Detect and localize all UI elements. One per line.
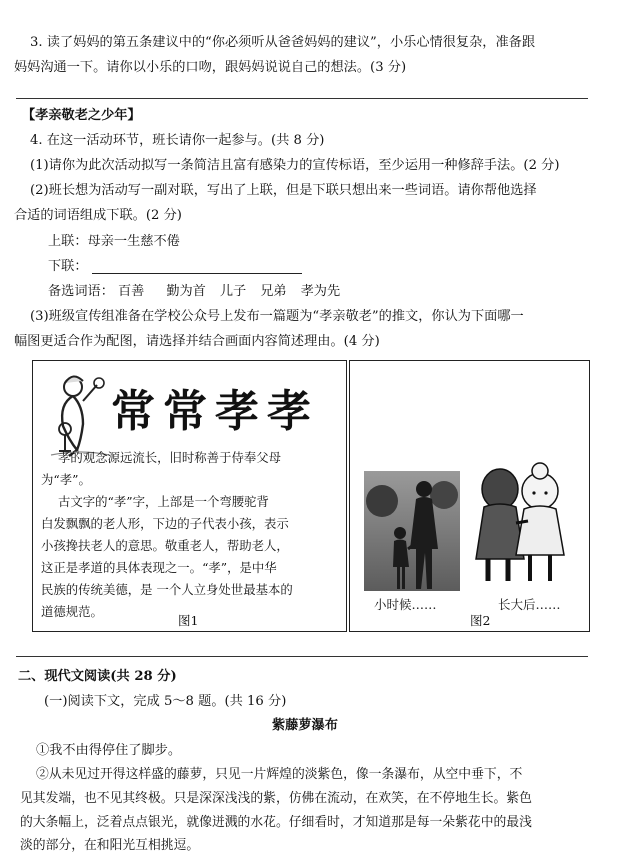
couplet-upper: 上联：母亲一生慈不倦 — [48, 234, 180, 249]
elder-child-illustration-icon — [43, 369, 113, 459]
figure-1-caption: 图1 — [178, 613, 199, 628]
word-options — [48, 282, 340, 302]
options-label: 备选词语： — [48, 284, 114, 299]
option-word: 兄弟 — [260, 284, 287, 299]
fig1-text-line: 民族的传统美德，是 一个人立身处世最基本的 — [41, 582, 293, 597]
option-word: 百善 — [117, 284, 145, 299]
fig1-text-line: 小孩搀扶老人的意思。敬重老人，帮助老人， — [41, 538, 289, 553]
option-word: 勤为首 — [166, 284, 206, 299]
article-para-2-line: 淡的部分，在和阳光互相挑逗。 — [20, 838, 200, 853]
fig1-text-line: 道德规范。 — [41, 604, 103, 619]
q4-sub3-line1: (3)班级宣传组准备在学校公众号上发布一篇题为“孝亲敬老”的推文，你认为下面哪一 — [30, 309, 524, 324]
fig1-text-line: 古文字的“孝”字，上部是一个弯腰驼背 — [58, 494, 269, 509]
q3-line1: 3. 读了妈妈的第五条建议中的“你必须听从爸爸妈妈的建议”，小乐心情很复杂，准备跟 — [30, 35, 536, 50]
q4-sub2-line1: (2)班长想为活动写一副对联，写出了上联，但是下联只想出来一些词语。请你帮他选择 — [30, 183, 537, 198]
figure-2-panel — [349, 360, 590, 632]
part2-title: 二、现代文阅读(共 28 分) — [18, 669, 177, 684]
fig1-text-line: 为“孝”。 — [41, 472, 91, 487]
article-para-1: ①我不由得停住了脚步。 — [36, 743, 182, 758]
divider-top — [16, 98, 588, 99]
figure-2-label-childhood: 小时候…… — [374, 597, 437, 612]
xiao-calligraphy: 常常孝孝 — [111, 386, 319, 437]
fig1-text-line: 白发飘飘的老人形，下边的子代表小孩，表示 — [41, 516, 289, 531]
divider-bottom — [16, 656, 588, 657]
q4-sub2-line2: 合适的词语组成下联。(2 分) — [14, 208, 182, 223]
couplet-lower-label: 下联： — [48, 259, 88, 274]
q4-sub3-line2: 幅图更适合作为配图，请选择并结合画面内容简述理由。(4 分) — [14, 334, 380, 349]
q3-line2: 妈妈沟通一下。请你以小乐的口吻，跟妈妈说说自己的想法。(3 分) — [14, 60, 407, 75]
q4-sub1: (1)请你为此次活动拟写一条简洁且富有感染力的宣传标语，至少运用一种修辞手法。(2 分) — [30, 158, 560, 173]
figure-1-panel — [32, 360, 347, 632]
fig1-text-line: 孝的观念源远流长，旧时称善于侍奉父母 — [58, 450, 282, 465]
lower-answer-blank[interactable] — [92, 259, 302, 274]
article-para-2-line: 的大条幅上，泛着点点银光，就像迸溅的水花。仔细看时，才知道那是每一朵紫花中的最浅 — [20, 815, 532, 830]
option-word: 孝为先 — [300, 284, 341, 299]
section-title: 【孝亲敬老之少年】 — [22, 108, 141, 123]
fig1-text-line: 这正是孝道的具体表现之一。“孝”，是中华 — [41, 560, 277, 575]
article-para-2-line: ②从未见过开得这样盛的藤萝，只见一片辉煌的淡紫色，像一条瀑布，从空中垂下，不 — [36, 767, 523, 782]
couplet-lower — [48, 257, 302, 277]
childhood-photo — [364, 471, 460, 591]
grown-up-cartoon — [468, 461, 578, 591]
option-word: 儿子 — [219, 284, 247, 299]
article-title: 紫藤萝瀑布 — [272, 718, 338, 733]
article-para-2-line: 见其发端，也不见其终极。只是深深浅浅的紫，仿佛在流动，在欢笑，在不停地生长。紫色 — [20, 791, 532, 806]
figure-2-caption: 图2 — [470, 613, 491, 628]
figure-2-label-grown: 长大后…… — [498, 597, 561, 612]
q4-intro: 4. 在这一活动环节，班长请你一起参与。(共 8 分) — [30, 133, 325, 148]
part2-subtitle: (一)阅读下文，完成 5～8 题。(共 16 分) — [44, 694, 287, 709]
